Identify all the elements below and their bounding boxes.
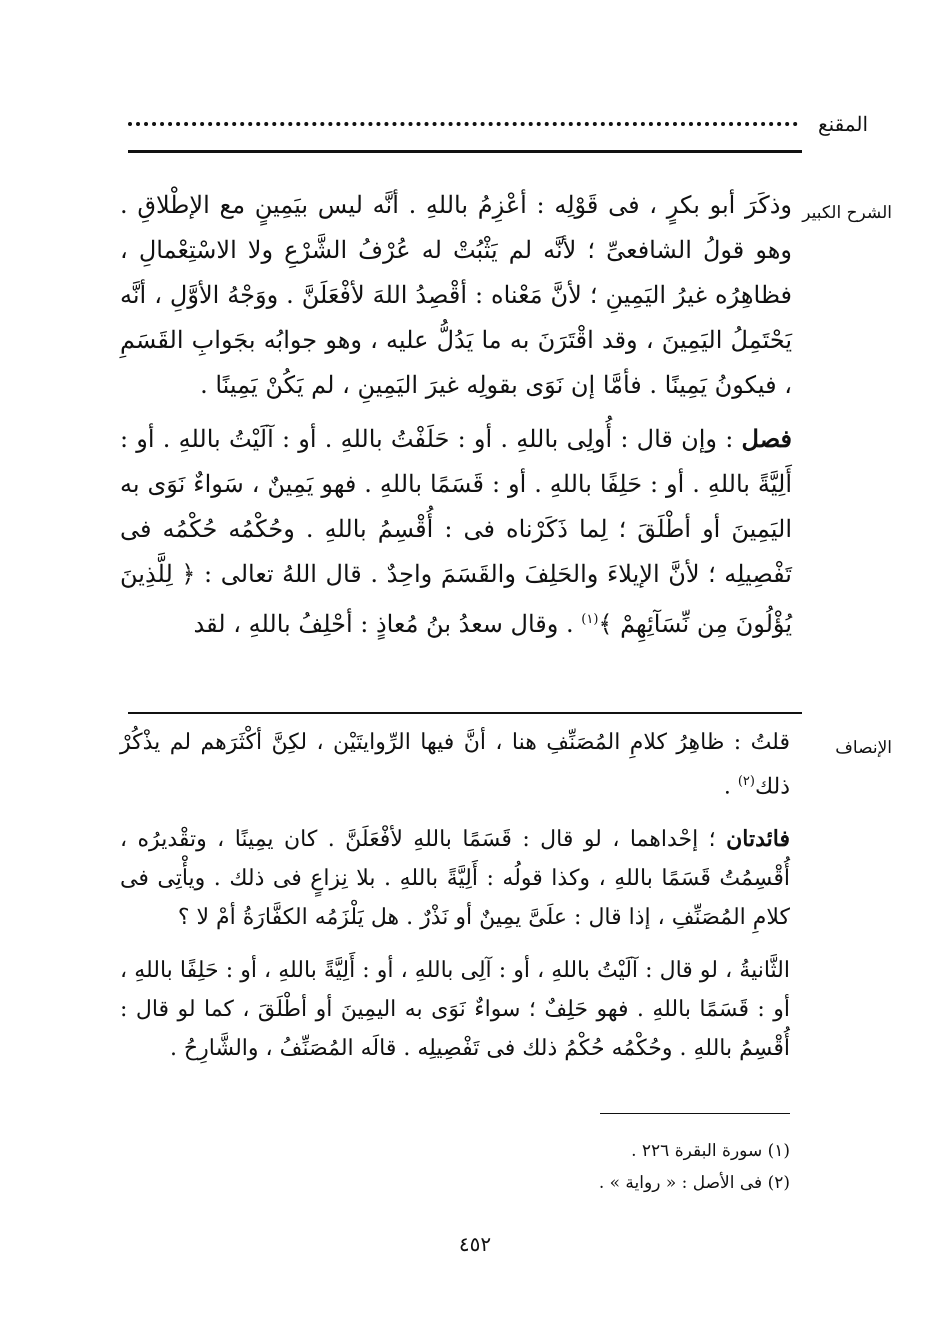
insaf-paragraph-1 — [120, 723, 790, 806]
insaf-paragraph-3: الثَّانيةُ ، لو قال : آلَيْتُ باللهِ ، أو : آلِى باللهِ ، أو : أَلِيَّةً باللهِ ، أو : حَلِفًا باللهِ ، أو : قَسَمًا باللهِ . فهو حَلِفٌ ؛ سواءٌ نَوَى به اليمِينَ أو أطْلَقَ ، كما لو قال : أُقْسِمُ باللهِ . وحُكْمُه حُكْمُ ذلك فى تَفْصِيلِه . قالَه المُصَنِّفُ ، والشَّارِحُ . — [120, 958, 790, 1062]
book-title-header: المقنع — [817, 112, 868, 136]
side-label-insaf: الإنصاف — [835, 738, 892, 758]
sharh-paragraph-2-end: . وقال سعدُ بنُ مُعاذٍ : أحْلِفُ باللهِ ، لقد — [193, 610, 574, 638]
insaf-paragraph-2 — [120, 820, 790, 937]
fasl-heading: فصل — [741, 424, 792, 453]
footnote-divider — [600, 1113, 790, 1114]
side-label-sharh: الشرح الكبير — [802, 203, 892, 223]
page-number: ٤٥٢ — [458, 1232, 492, 1256]
faidatan-heading: فائدتان — [726, 826, 790, 853]
footnote-2: (٢) فى الأصل : « رواية » . — [598, 1173, 790, 1193]
insaf-paragraph-1-end: . — [723, 774, 731, 800]
footnote-1: (١) سورة البقرة ٢٢٦ . — [631, 1141, 790, 1161]
insaf-paragraph-2-text: ؛ إحْداهما ، لو قال : قَسَمًا باللهِ لأفْعَلَنَّ . كان يمِينًا ، وتقْديرُه ، أُقْسِمُتُ قَسَمًا باللهِ ، وكذا قولُه : أَلِيَّةً باللهِ . بلا نِزاعٍ فى ذلك . ويأْتِى فى كلامِ المُصَنِّفِ ، إذا قال : علَىَّ يمِينٌ أو نَذْرٌ . هل يَلْزَمُه الكفَّارَةُ أمْ لا ؟ — [120, 827, 790, 931]
insaf-text-block — [120, 723, 790, 1082]
sharh-paragraph-2 — [120, 416, 792, 647]
header-solid-rule — [128, 150, 802, 153]
sharh-paragraph-1: وذكَرَ أبو بكرٍ ، فى قَوْلِه : أعْزِمُ باللهِ . أنَّه ليس بيَمِينٍ مع الإطْلاقِ . وهو قولُ الشافعىِّ ؛ لأنَّه لم يَثْبُتْ له عُرْفُ الشَّرْعِ ولا الاسْتِعْمالِ ، فظاهِرُه غيرُ اليَمِينِ ؛ لأنَّ مَعْناه : أقْصِدُ اللهَ لأفْعَلَنَّ . ووَجْهُ الأوَّلِ ، أنَّه يَحْتَمِلُ اليَمِينَ ، وقد اقْتَرَنَ به ما يَدُلُّ عليه ، وهو جوابُه بجَوابِ القَسَمِ ، فيكونُ يَمِينًا . فأمَّا إن نَوَى بقولِه غيرَ اليَمِينِ ، لم يَكُنْ يَمِينًا . — [120, 191, 792, 399]
section-divider — [128, 712, 802, 714]
footnote-ref-2: (٢) — [737, 774, 755, 789]
sharh-paragraph-2-text: : وإن قال : أُولِى باللهِ . أو : حَلَفْتُ باللهِ . أو : آلَيْتُ باللهِ . أو : أَلِيَّةً باللهِ . أو : حَلِفًا باللهِ . أو : قَسَمًا باللهِ . فهو يَمِينٌ ، سَواءٌ نَوَى به اليَمِينَ أو أطْلَقَ ؛ لِما ذَكَرْناه فى : أُقْسِمُ باللهِ . وحُكْمُه حُكْمُه فى تَفْصِيلِه ؛ لأنَّ الإيلاءَ والحَلِفَ والقَسَمَ واحِدٌ . قال اللهُ تعالى : ﴿ لِلَّذِينَ يُؤْلُونَ مِن نِّسَآئِهِمْ ﴾ — [120, 425, 792, 638]
sharh-text-block — [120, 183, 792, 647]
header-dotted-rule — [128, 122, 798, 126]
footnotes — [599, 1135, 790, 1199]
insaf-paragraph-1-text: قلتُ : ظاهِرُ كلامِ المُصَنِّفِ هنا ، أنَّ فيها الرِّوايتَيْن ، لكِنَّ أكْثَرَهم لم يذْكُرْ ذلك — [120, 730, 790, 800]
footnote-ref-1: (١) — [581, 612, 599, 627]
